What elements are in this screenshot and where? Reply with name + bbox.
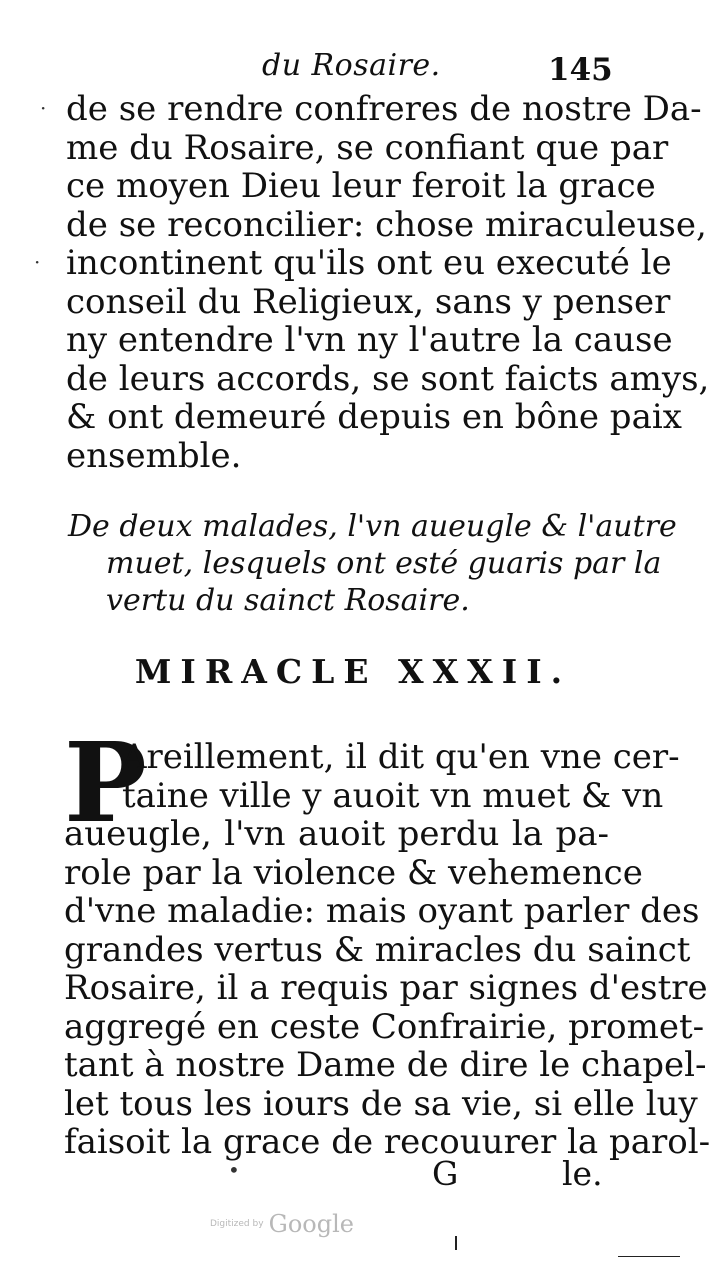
scan-mark [455,1236,457,1250]
digitized-watermark [210,1210,354,1238]
scan-rule [618,1256,680,1257]
text-line: faisoit la grace de recouurer la parol- [64,1122,711,1162]
text-line: ensemble. [66,435,242,476]
text-line: tant à nostre Dame de dire le chapel- [64,1045,707,1085]
section-caption [68,508,677,619]
text-line: Rosaire, il a requis par signes d'estre [64,968,708,1008]
text-line: aueugle, l'vn auoit perdu la pa- [64,814,609,854]
speck-mark: • [228,1158,240,1182]
drop-cap: P [64,718,147,847]
text-line: aggregé en ceste Confrairie, promet- [64,1006,705,1047]
text-line: taine ville y auoit vn muet & vn [122,775,664,816]
digitized-prefix: Digitized by [210,1219,264,1229]
miracle-heading: MIRACLE XXXII. [134,652,572,691]
signature-mark: G [432,1154,459,1193]
text-line: & ont demeuré depuis en bône paix [66,397,682,437]
text-line: ce moyen Dieu leur feroit la grace [66,166,656,206]
caption-line: vertu du sainct Rosaire. [106,583,470,618]
text-line: de se reconcilier: chose miraculeuse, [66,204,707,245]
text-line: de se rendre confreres de nostre Da- [66,89,702,129]
text-block-2 [64,737,711,1162]
speck-mark: · [34,250,41,274]
text-line: ny entendre l'vn ny l'autre la cause [66,320,673,360]
text-line: me du Rosaire, se confiant que par [66,127,669,168]
text-line: de leurs accords, se sont faicts amys, [66,358,710,399]
speck-mark: · [40,96,47,120]
text-block-1 [66,89,710,476]
text-line: Areillement, il dit qu'en vne cer- [122,737,680,777]
text-line: grandes vertus & miracles du sainct [64,929,691,970]
text-line: let tous les iours de sa vie, si elle luy [64,1083,698,1124]
caption-line: muet, lesquels ont esté guaris par la [106,546,662,581]
text-line: role par la violence & vehemence [64,852,643,893]
page-number: 145 [548,52,613,88]
text-line: conseil du Religieux, sans y penser [66,281,671,322]
catchword: le. [562,1154,603,1193]
running-head: du Rosaire. [262,48,441,83]
text-line: incontinent qu'ils ont eu executé le [66,243,672,283]
caption-line: De deux malades, l'vn aueugle & l'autre [68,509,677,544]
digitized-brand: Google [268,1210,354,1238]
text-line: d'vne maladie: mais oyant parler des [64,891,700,931]
